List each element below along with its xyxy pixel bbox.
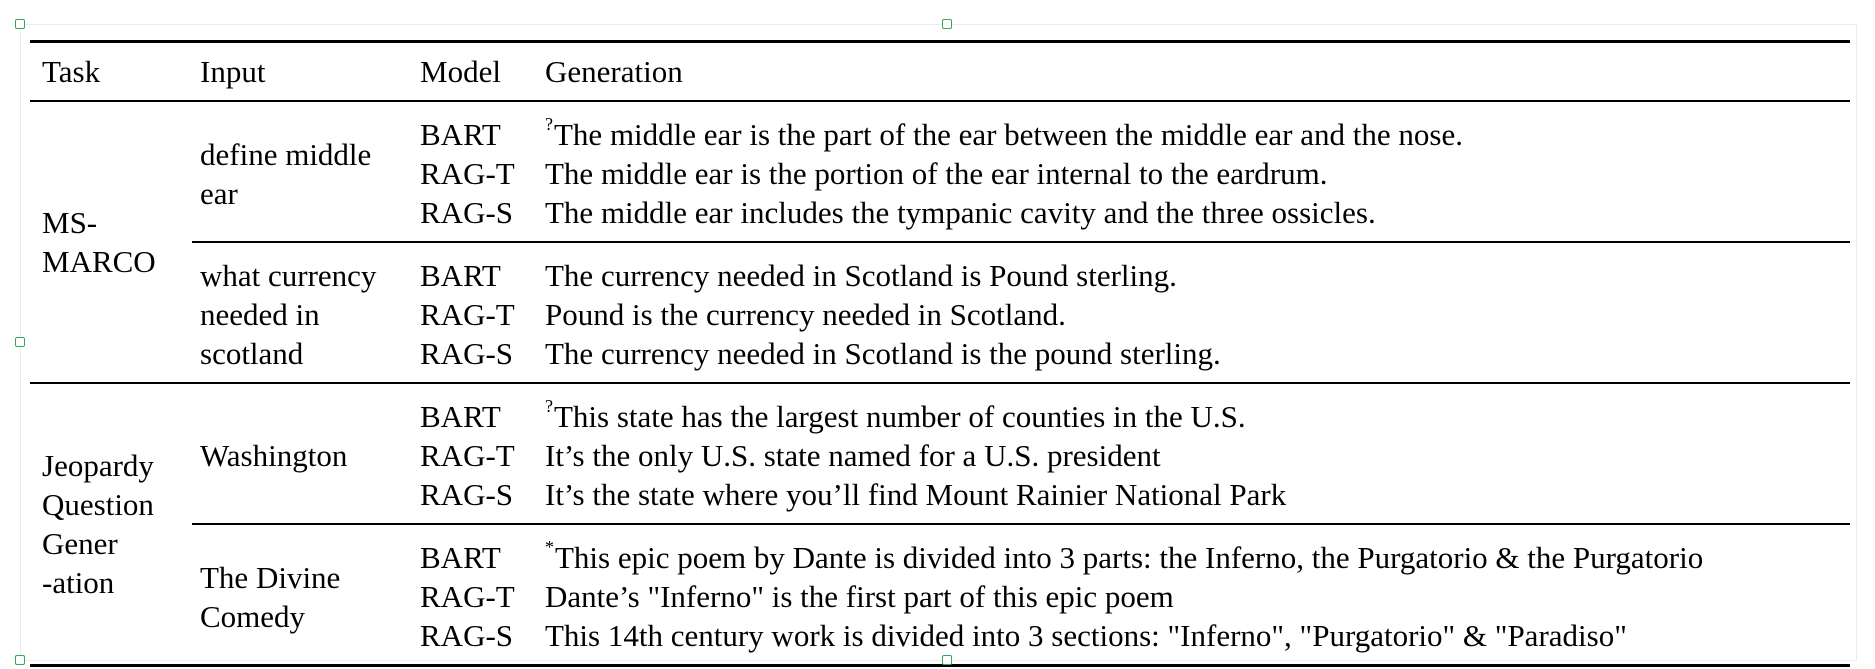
model-cell (420, 524, 545, 666)
input-label-line: Washington (200, 438, 348, 473)
flag-mark: ? (545, 395, 553, 416)
flag-mark: ? (545, 113, 553, 134)
generation-text: It’s the state where you’ll find Mount Rainier National Park (545, 477, 1287, 512)
input-label-line: Comedy (200, 598, 306, 634)
generation-text: The middle ear is the portion of the ear internal to the eardrum. (545, 156, 1328, 191)
model-label: RAG-S (420, 477, 514, 512)
table-row (30, 242, 1850, 383)
generation-cell (545, 101, 1850, 242)
input-label-line: needed in (200, 297, 320, 332)
results-table (30, 40, 1850, 667)
model-label: BART (420, 117, 501, 152)
task-cell (30, 383, 192, 666)
resize-handle-top-center[interactable] (942, 19, 952, 29)
input-label-line: what currency (200, 258, 377, 293)
input-cell (192, 524, 420, 666)
model-cell (420, 101, 545, 242)
model-label: RAG-S (420, 195, 514, 230)
input-label-line: scotland (200, 336, 304, 371)
generation-text: ?This state has the largest number of counties in the U.S. (545, 395, 1246, 434)
model-label: RAG-T (420, 438, 515, 473)
model-label: BART (420, 399, 501, 434)
table-row (30, 524, 1850, 666)
input-cell (192, 383, 420, 524)
table-row (30, 101, 1850, 242)
model-label: RAG-S (420, 618, 514, 653)
input-label-line: The Divine (200, 559, 341, 595)
model-label: RAG-T (420, 297, 515, 332)
task-label-line: MARCO (42, 244, 156, 279)
generation-cell (545, 383, 1850, 524)
generation-text: The middle ear includes the tympanic cavity and the three ossicles. (545, 195, 1376, 230)
task-label-line: MS- (42, 205, 98, 240)
generation-cell (545, 524, 1850, 666)
resize-handle-middle-left[interactable] (15, 337, 25, 347)
header-task: Task (30, 42, 192, 102)
flag-mark: * (545, 536, 554, 557)
generation-text: The currency needed in Scotland is Pound sterling. (545, 258, 1177, 293)
task-label-line: Question (42, 487, 154, 522)
input-cell (192, 101, 420, 242)
generation-text: Dante’s "Inferno" is the first part of this epic poem (545, 579, 1174, 614)
generation-text: ?The middle ear is the part of the ear between the middle ear and the nose. (545, 113, 1463, 152)
header-model: Model (420, 42, 545, 102)
model-label: BART (420, 540, 501, 575)
model-label: RAG-T (420, 156, 515, 191)
model-cell (420, 383, 545, 524)
generation-text: *This epic poem by Dante is divided into 3 parts: the Inferno, the Purgatorio & the Purgatorio (545, 536, 1704, 575)
model-label: BART (420, 258, 501, 293)
generation-cell (545, 242, 1850, 383)
header-generation: Generation (545, 42, 1850, 102)
resize-handle-bottom-center[interactable] (942, 655, 952, 665)
generation-text: This 14th century work is divided into 3 sections: "Inferno", "Purgatorio" & "Paradiso" (545, 618, 1627, 653)
resize-handle-top-left[interactable] (15, 19, 25, 29)
table-row (30, 383, 1850, 524)
model-label: RAG-S (420, 336, 514, 371)
task-label-line: Gener (42, 526, 118, 561)
input-label-line: ear (200, 175, 238, 211)
generation-text: Pound is the currency needed in Scotland. (545, 297, 1066, 332)
model-label: RAG-T (420, 579, 515, 614)
task-label-line: -ation (42, 565, 115, 600)
task-label-line: Jeopardy (42, 448, 154, 483)
input-label-line: define middle (200, 136, 372, 172)
input-cell (192, 242, 420, 383)
task-cell (30, 101, 192, 383)
generation-text: It’s the only U.S. state named for a U.S. president (545, 438, 1161, 473)
resize-handle-bottom-left[interactable] (15, 655, 25, 665)
model-cell (420, 242, 545, 383)
generation-text: The currency needed in Scotland is the pound sterling. (545, 336, 1221, 371)
header-input: Input (192, 42, 420, 102)
